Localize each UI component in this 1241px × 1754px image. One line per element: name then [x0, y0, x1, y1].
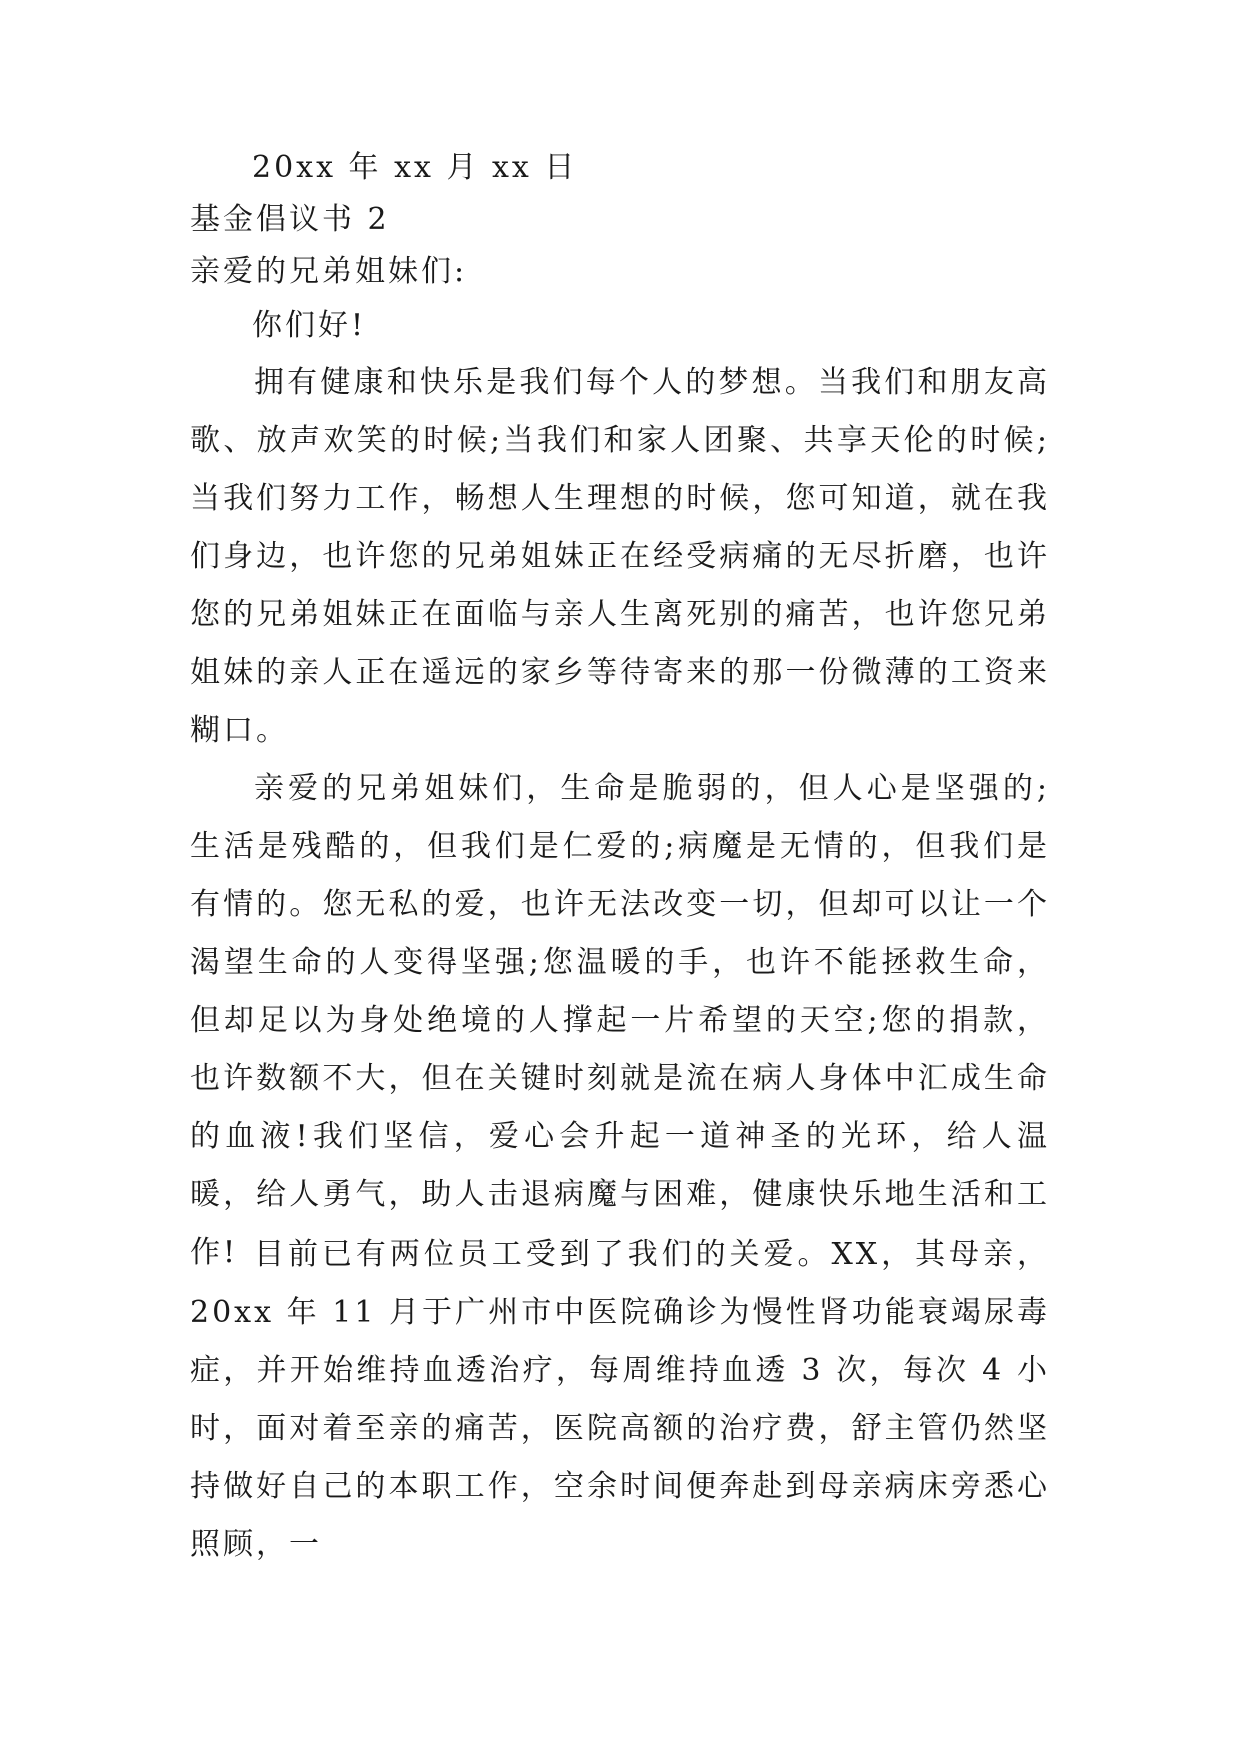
paragraph-1: 拥有健康和快乐是我们每个人的梦想。当我们和朋友高歌、放声欢笑的时候;当我们和家人团聚、共享天伦的时候;当我们努力工作，畅想人生理想的时候，您可知道，就在我们身边，也许您的兄弟姐妹正在经受病痛的无尽折磨，也许您的兄弟姐妹正在面临与亲人生离死别的痛苦，也许您兄弟姐妹的亲人正在遥远的家乡等待寄来的那一份微薄的工资来糊口。 — [190, 365, 1050, 748]
date-line: 20xx 年 xx 月 xx 日 — [252, 150, 578, 185]
document-title: 基金倡议书 2 — [190, 202, 390, 237]
paragraph-3: 目前已有两位员工受到了我们的关爱。XX，其母亲，20xx 年 11 月于广州市中医院确诊为慢性肾功能衰竭尿毒症，并开始维持血透治疗，每周维持血透 3 次，每次 4 小时，面对着至亲的痛苦，医院高额的治疗费，舒主管仍然坚持做好自己的本职工作，空余时间便奔赴到母亲病床旁悉心照顾，一 — [190, 1237, 1050, 1562]
salutation: 亲爱的兄弟姐妹们: — [190, 254, 468, 289]
greeting: 你们好! — [252, 308, 367, 343]
paragraph-2: 亲爱的兄弟姐妹们，生命是脆弱的，但人心是坚强的;生活是残酷的，但我们是仁爱的;病魔是无情的，但我们是有情的。您无私的爱，也许无法改变一切，但却可以让一个渴望生命的人变得坚强;您温暖的手，也许不能拯救生命，但却足以为身处绝境的人撑起一片希望的天空;您的捐款，也许数额不大，但在关键时刻就是流在病人身体中汇成生命的血液!我们坚信，爱心会升起一道神圣的光环，给人温暖，给人勇气，助人击退病魔与困难，健康快乐地生活和工作! — [190, 771, 1050, 1270]
